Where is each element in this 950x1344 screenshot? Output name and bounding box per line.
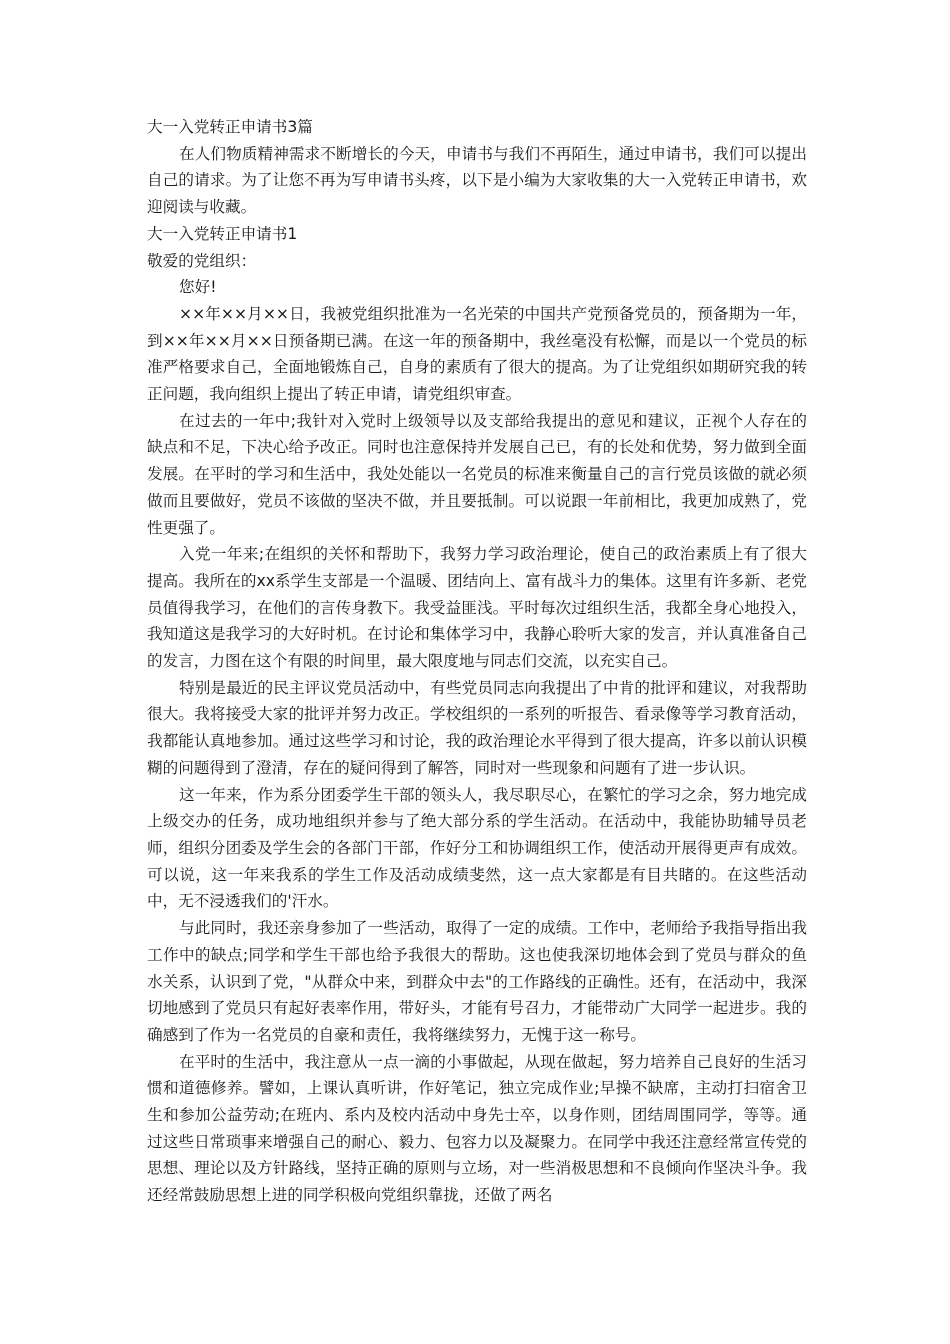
body-paragraph-6: 与此同时，我还亲身参加了一些活动，取得了一定的成绩。工作中，老师给予我指导指出我工作中的缺点;同学和学生干部也给予我很大的帮助。这也使我深切地体会到了党员与群众的鱼水关系，认识到了党，"从群众中来，到群众中去"的工作路线的正确性。还有，在活动中，我深切地感到了党员只有起好表率作用，带好头，才能有号召力，才能带动广大同学一起进步。我的确感到了作为一名党员的自豪和责任，我将继续努力，无愧于这一称号。 [147,919,807,1044]
body-paragraph-4: 特别是最近的民主评议党员活动中，有些党员同志向我提出了中肯的批评和建议，对我帮助很大。我将接受大家的批评并努力改正。学校组织的一系列的听报告、看录像等学习教育活动，我都能认真地参加。通过这些学习和讨论，我的政治理论水平得到了很大提高，许多以前认识模糊的问题得到了澄清，存在的疑问得到了解答，同时对一些现象和问题有了进一步认识。 [147,678,807,777]
document-title: 大一入党转正申请书3篇 [147,118,313,136]
section-heading: 大一入党转正申请书1 [147,224,298,243]
body-paragraph-1: ××年××月××日，我被党组织批准为一名光荣的中国共产党预备党员的，预备期为一年，到××年××月××日预备期已满。在这一年的预备期中，我丝毫没有松懈，而是以一个党员的标准严格要求自己，全面地锻炼自己，自身的素质有了很大的提高。为了让党组织如期研究我的转正问题，我向组织上提出了转正申请，请党组织审查。 [147,304,807,404]
document-page [147,114,807,1209]
body-paragraph-3: 入党一年来;在组织的关怀和帮助下，我努力学习政治理论，使自己的政治素质上有了很大提高。我所在的xx系学生支部是一个温暖、团结向上、富有战斗力的集体。这里有许多新、老党员值得我学习，在他们的言传身教下。我受益匪浅。平时每次过组织生活，我都全身心地投入，我知道这是我学习的大好时机。在讨论和集体学习中，我静心聆听大家的发言，并认真准备自己的发言，力图在这个有限的时间里，最大限度地与同志们交流，以充实自己。 [147,545,807,671]
greeting: 您好! [179,278,217,297]
body-paragraph-7: 在平时的生活中，我注意从一点一滴的小事做起，从现在做起，努力培养自己良好的生活习惯和道德修养。譬如，上课认真听讲，作好笔记，独立完成作业;早操不缺席，主动打扫宿舍卫生和参加公益劳动;在班内、系内及校内活动中身先士卒，以身作则，团结周围同学，等等。通过这些日常琐事来增强自己的耐心、毅力、包容力以及凝聚力。在同学中我还注意经常宣传党的思想、理论以及方针路线，坚持正确的原则与立场，对一些消极思想和不良倾向作坚决斗争。我还经常鼓励思想上进的同学积极向党组织靠拢，还做了两名 [147,1052,807,1205]
intro-paragraph: 在人们物质精神需求不断增长的今天，申请书与我们不再陌生，通过申请书，我们可以提出自己的请求。为了让您不再为写申请书头疼，以下是小编为大家收集的大一入党转正申请书，欢迎阅读与收藏。 [147,144,807,217]
body-paragraph-2: 在过去的一年中;我针对入党时上级领导以及支部给我提出的意见和建议，正视个人存在的缺点和不足，下决心给予改正。同时也注意保持并发展自己已，有的长处和优势，努力做到全面发展。在平时的学习和生活中，我处处能以一名党员的标准来衡量自己的言行党员该做的就必须做而且要做好，党员不该做的坚决不做，并且要抵制。可以说跟一年前相比，我更加成熟了，党性更强了。 [147,411,807,537]
salutation: 敬爱的党组织： [147,251,257,270]
body-paragraph-5: 这一年来，作为系分团委学生干部的领头人，我尽职尽心，在繁忙的学习之余，努力地完成上级交办的任务，成功地组织并参与了绝大部分系的学生活动。在活动中，我能协助辅导员老师，组织分团委及学生会的各部门干部，作好分工和协调组织工作，使活动开展得更声有成效。可以说，这一年来我系的学生工作及活动成绩斐然，这一点大家都是有目共睹的。在这些活动中，无不浸透我们的'汗水。 [147,785,807,911]
